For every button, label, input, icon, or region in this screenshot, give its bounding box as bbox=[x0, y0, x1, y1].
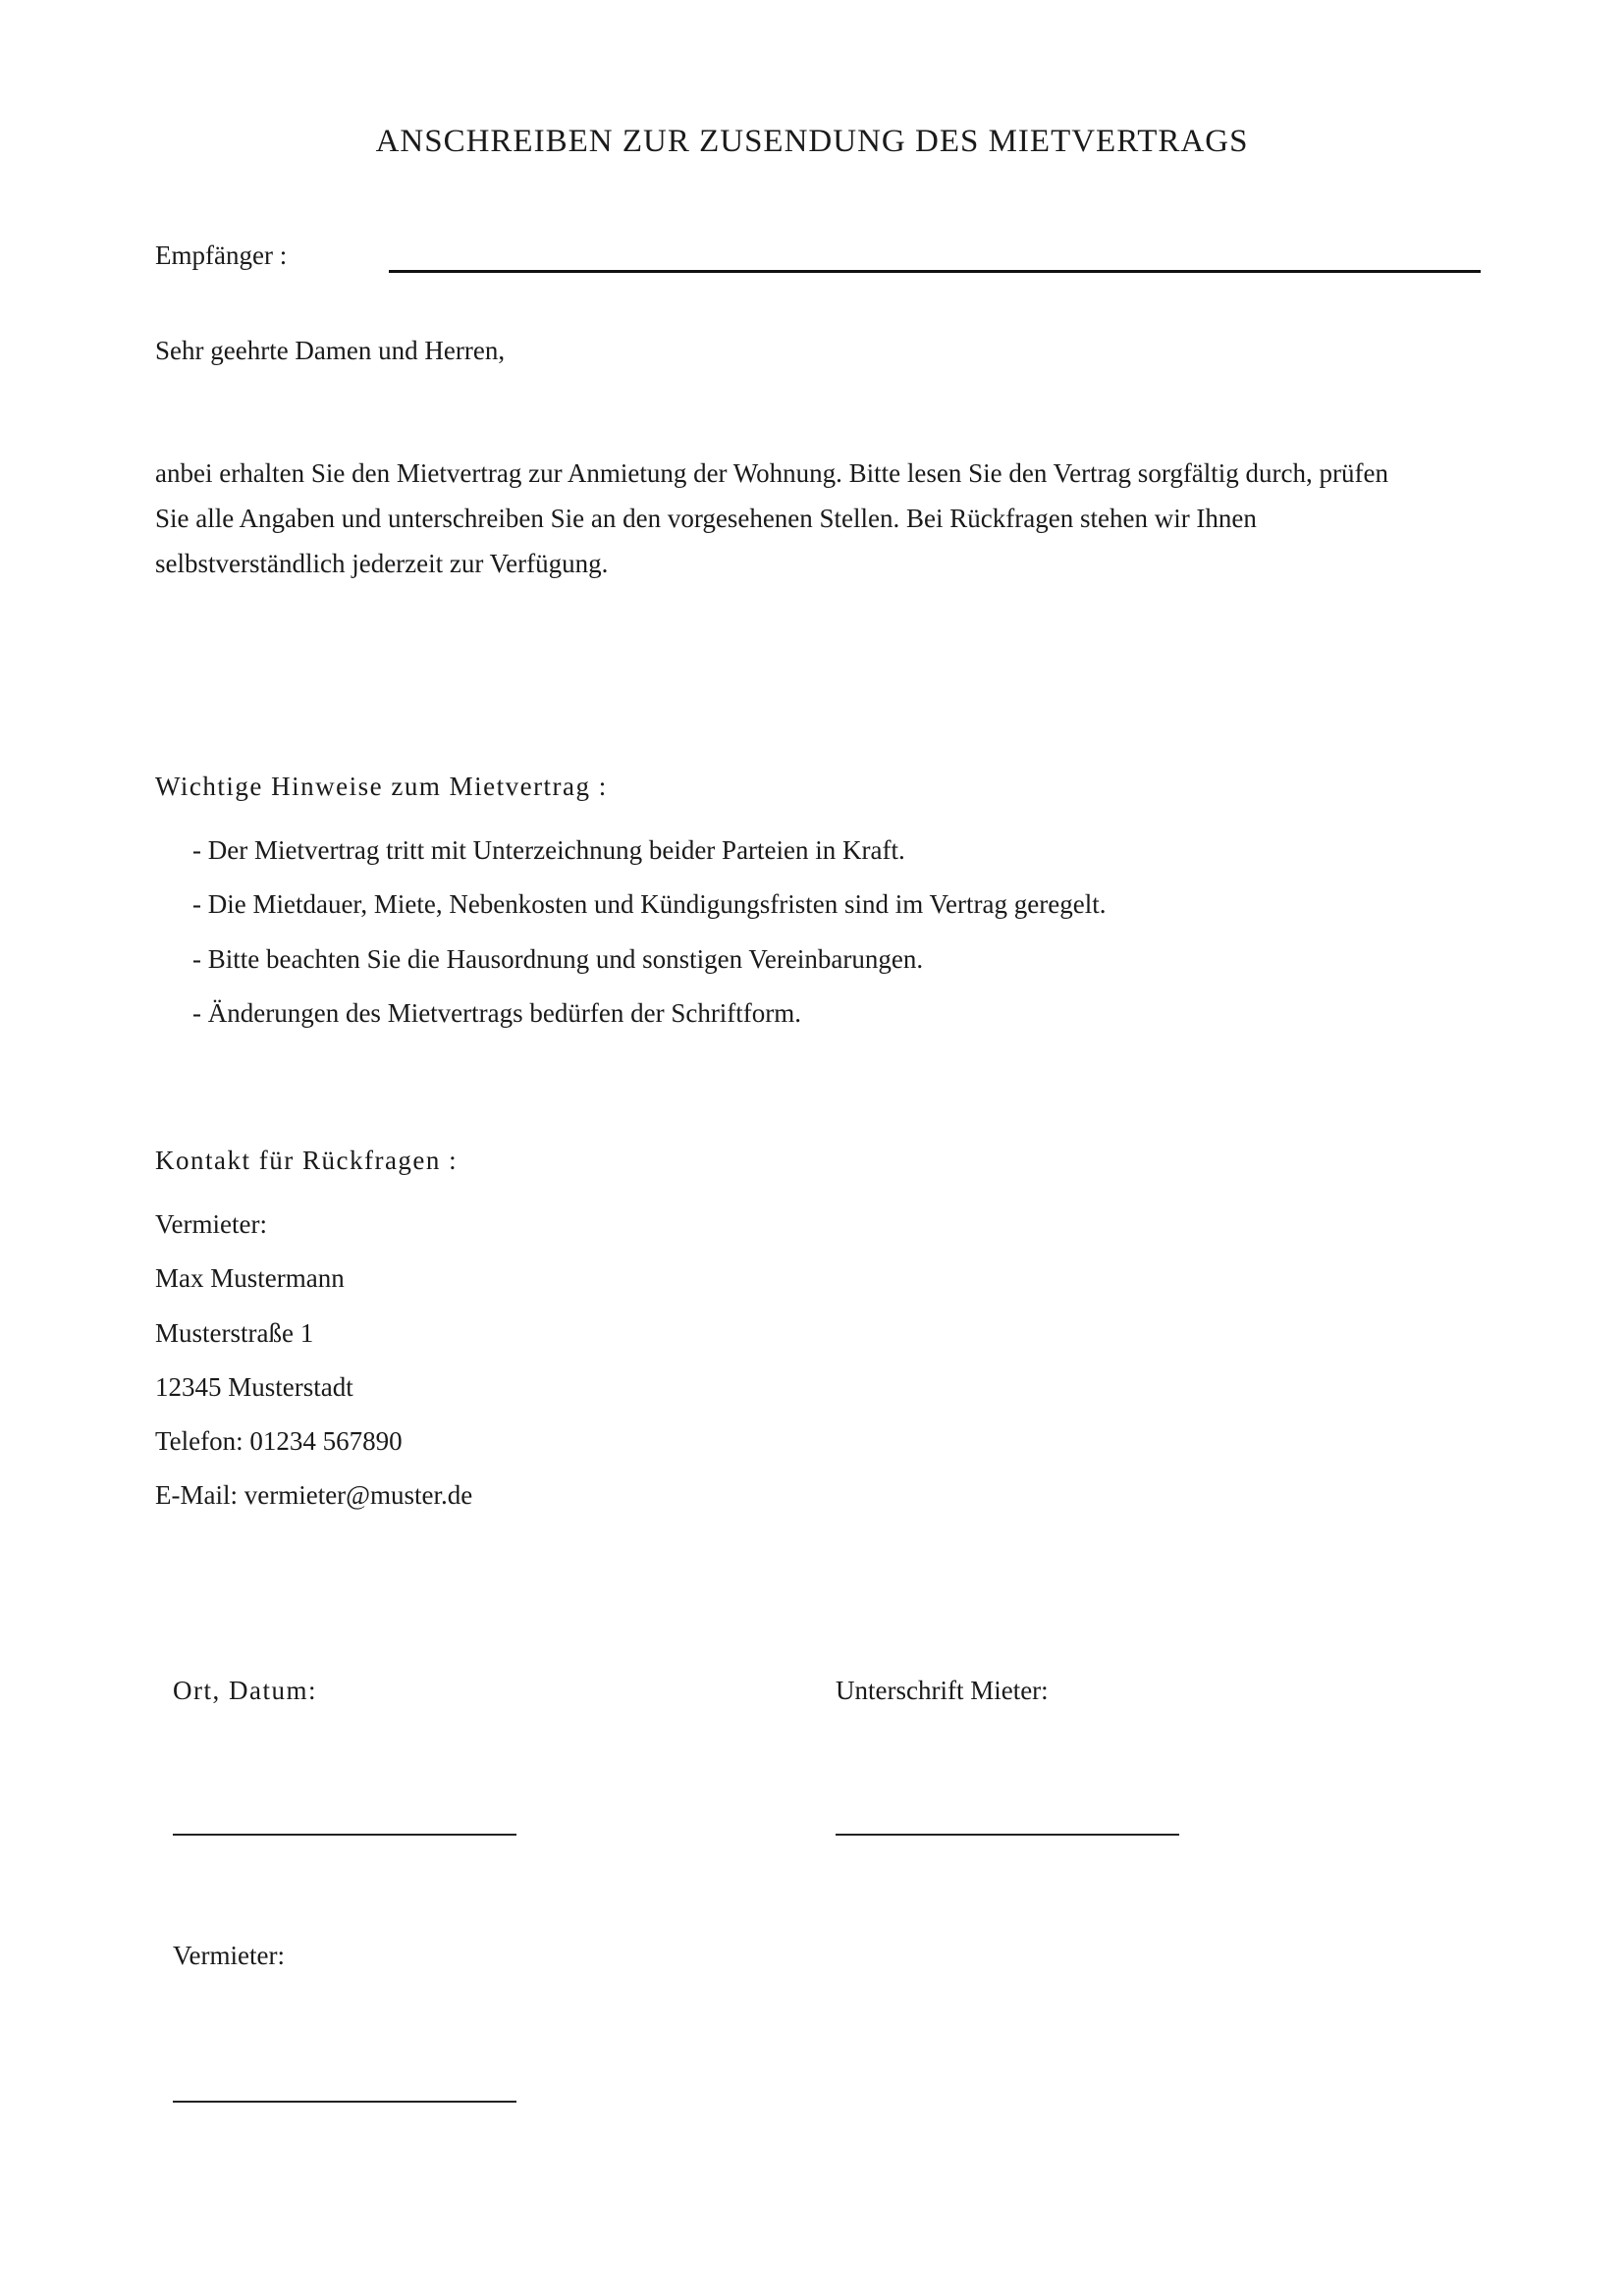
contact-name: Max Mustermann bbox=[155, 1263, 345, 1293]
recipient-label: Empfänger : bbox=[155, 240, 288, 270]
note-item: - Änderungen des Mietvertrags bedürfen der Schriftform. bbox=[192, 998, 802, 1028]
landlord-signature-line[interactable] bbox=[173, 2101, 516, 2103]
salutation: Sehr geehrte Damen und Herren, bbox=[155, 336, 506, 365]
contact-email: E-Mail: vermieter@muster.de bbox=[155, 1480, 473, 1510]
contact-heading: Kontakt für Rückfragen : bbox=[155, 1146, 459, 1175]
landlord-signature-label: Vermieter: bbox=[173, 1941, 285, 1970]
contact-role: Vermieter: bbox=[155, 1209, 267, 1239]
recipient-line[interactable] bbox=[389, 270, 1481, 273]
note-item: - Die Mietdauer, Miete, Nebenkosten und Kündigungsfristen sind im Vertrag geregelt. bbox=[192, 889, 1107, 919]
note-item: - Der Mietvertrag tritt mit Unterzeichnung beider Parteien in Kraft. bbox=[192, 835, 905, 865]
tenant-signature-label: Unterschrift Mieter: bbox=[836, 1676, 1049, 1705]
place-date-line[interactable] bbox=[173, 1834, 516, 1836]
notes-heading: Wichtige Hinweise zum Mietvertrag : bbox=[155, 772, 608, 801]
contact-city: 12345 Musterstadt bbox=[155, 1372, 353, 1402]
contact-phone: Telefon: 01234 567890 bbox=[155, 1426, 403, 1456]
place-date-label: Ort, Datum: bbox=[173, 1676, 317, 1705]
body-paragraph bbox=[155, 451, 1490, 586]
tenant-signature-line[interactable] bbox=[836, 1834, 1179, 1836]
note-item: - Bitte beachten Sie die Hausordnung und sonstigen Vereinbarungen. bbox=[192, 944, 924, 974]
contact-street: Musterstraße 1 bbox=[155, 1318, 314, 1348]
body-line: Sie alle Angaben und unterschreiben Sie an den vorgesehenen Stellen. Bei Rückfragen stehen wir Ihnen bbox=[155, 504, 1257, 533]
body-line: selbstverständlich jederzeit zur Verfügung. bbox=[155, 549, 609, 578]
body-line: anbei erhalten Sie den Mietvertrag zur Anmietung der Wohnung. Bitte lesen Sie den Vertrag sorgfältig durch, prüfen bbox=[155, 458, 1388, 488]
document-title: ANSCHREIBEN ZUR ZUSENDUNG DES MIETVERTRAGS bbox=[375, 124, 1249, 159]
